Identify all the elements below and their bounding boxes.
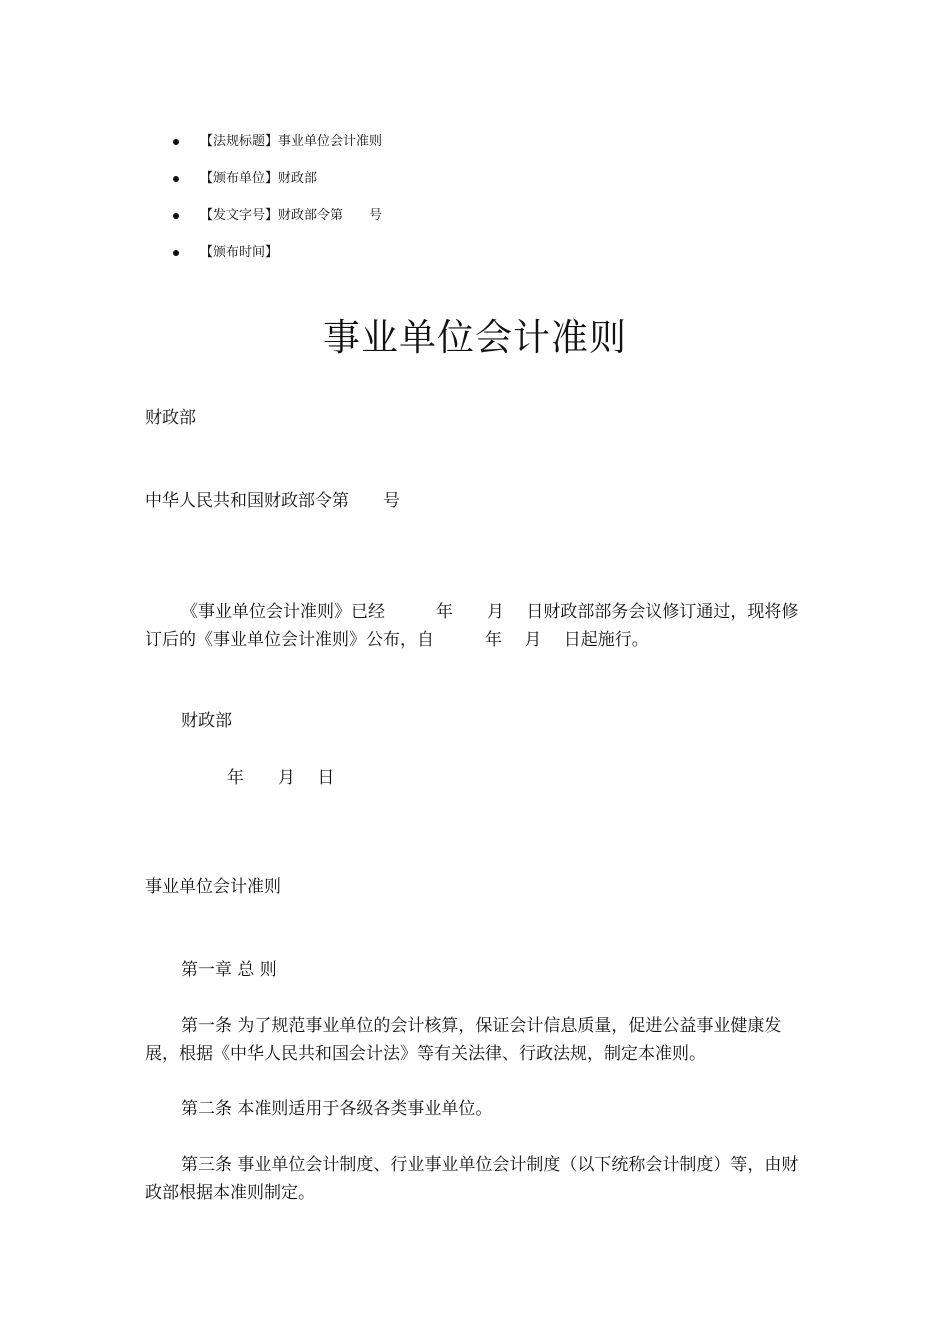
meta-label: 【法规标题】 <box>200 134 279 149</box>
bullet-icon <box>173 176 179 182</box>
metadata-list <box>170 130 382 278</box>
meta-item-date <box>170 241 382 278</box>
signature-org: 财政部 <box>181 711 232 731</box>
issuer: 财政部 <box>145 408 196 428</box>
document-title: 事业单位会计准则 <box>323 316 627 359</box>
meta-value: 财政部令第 号 <box>278 208 383 223</box>
section-title: 事业单位会计准则 <box>145 877 281 897</box>
meta-label: 【发文字号】 <box>200 208 279 223</box>
order-number: 中华人民共和国财政部令第 号 <box>145 491 400 511</box>
meta-value: 事业单位会计准则 <box>278 134 383 149</box>
meta-label: 【颁布单位】 <box>200 171 279 186</box>
bullet-icon <box>173 250 179 256</box>
article-2: 第二条 本准则适用于各级各类事业单位。 <box>181 1099 493 1119</box>
bullet-icon <box>173 213 179 219</box>
article-1: 第一条 为了规范事业单位的会计核算，保证会计信息质量，促进公益事业健康发展，根据《中华人民共和国会计法》等有关法律、行政法规，制定本准则。 <box>145 1016 782 1064</box>
meta-value: 财政部 <box>278 171 318 186</box>
chapter-heading: 第一章 总 则 <box>181 960 277 980</box>
article-3: 第三条 事业单位会计制度、行业事业单位会计制度（以下统称会计制度）等，由财政部根据本准则制定。 <box>145 1155 799 1203</box>
meta-item-doc-number <box>170 204 382 241</box>
meta-item-title <box>170 130 382 167</box>
meta-item-issuer <box>170 167 382 204</box>
meta-label: 【颁布时间】 <box>200 245 279 260</box>
bullet-icon <box>173 139 179 145</box>
announcement-paragraph: 《事业单位会计准则》已经 年 月 日财政部部务会议修订通过，现将修订后的《事业单位会计准则》公布，自 年 月 日起施行。 <box>145 602 799 650</box>
signature-date: 年 月 日 <box>227 768 335 788</box>
